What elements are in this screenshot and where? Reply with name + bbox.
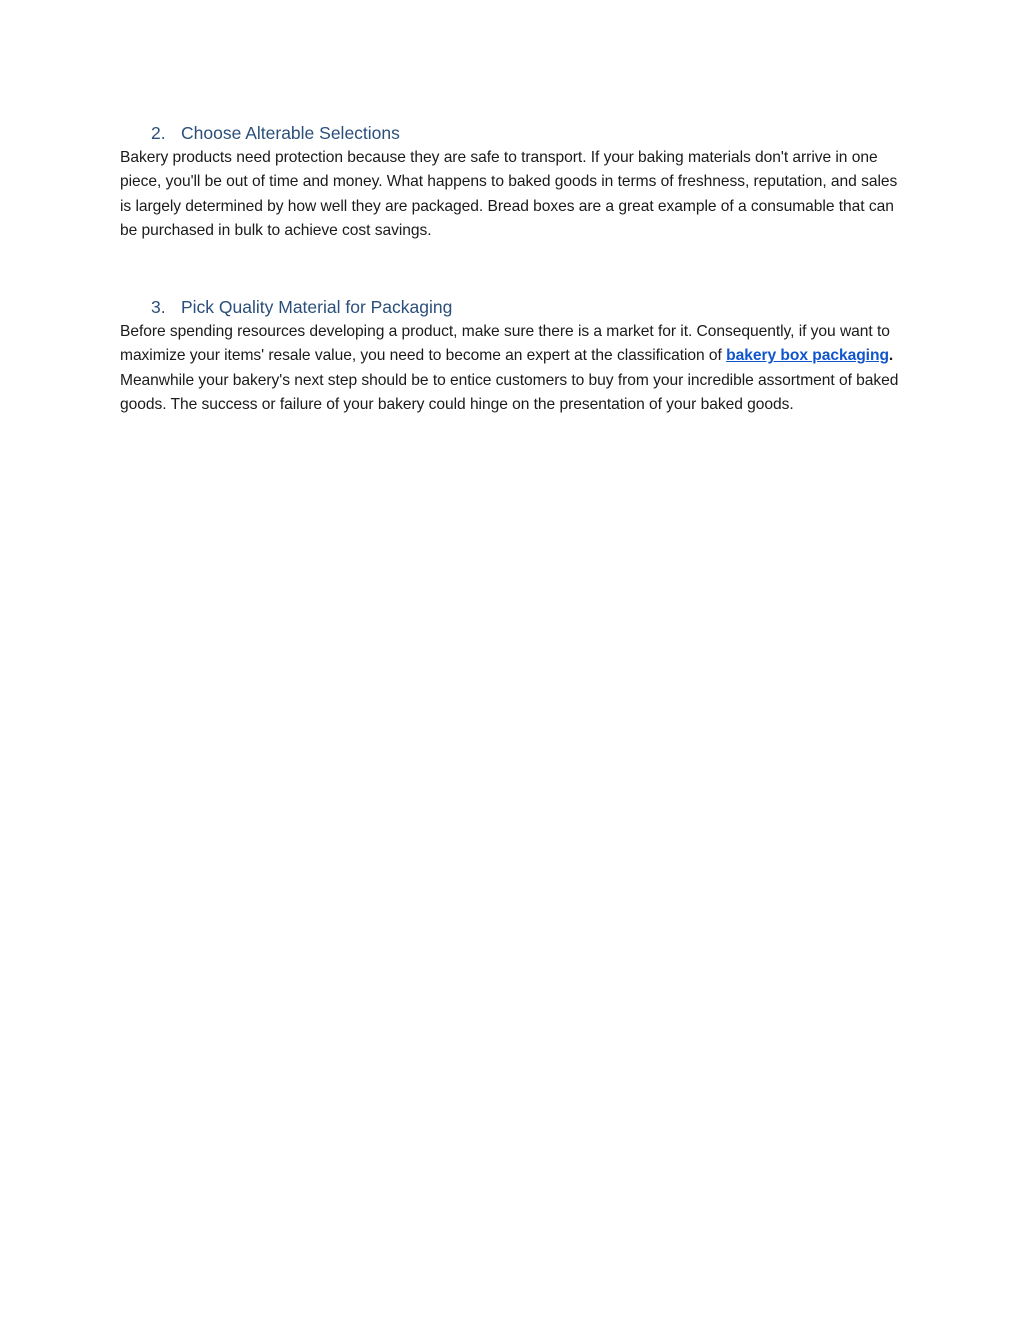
section-title: Choose Alterable Selections	[181, 123, 400, 143]
section-pick-quality-material	[120, 295, 910, 417]
section-title: Pick Quality Material for Packaging	[181, 297, 453, 317]
bakery-box-packaging-link[interactable]: bakery box packaging	[726, 347, 889, 365]
paragraph-text-before-link: Before spending resources developing a product, make sure there is a market for it. Consequently, if you want to maximize your items' resale value, you need to become an expert at the classification of	[120, 323, 890, 365]
section-number: 2.	[151, 123, 166, 143]
paragraph-text-after-link: Meanwhile your bakery's next step should be to entice customers to buy from your incredible assortment of baked goods. The success or failure of your bakery could hinge on the presentation of your baked goods.	[120, 371, 899, 413]
section-choose-alterable-selections	[120, 121, 910, 243]
link-punctuation: .	[888, 347, 894, 365]
section-heading	[120, 295, 910, 319]
section-number: 3.	[151, 297, 166, 317]
section-paragraph	[120, 320, 910, 417]
section-paragraph: Bakery products need protection because they are safe to transport. If your baking materials don't arrive in one piece, you'll be out of time and money. What happens to baked goods in terms of freshness, reputation, and sales is largely determined by how well they are packaged. Bread boxes are a great example of a consumable that can be purchased in bulk to achieve cost savings.	[120, 149, 898, 239]
section-heading	[120, 121, 910, 145]
